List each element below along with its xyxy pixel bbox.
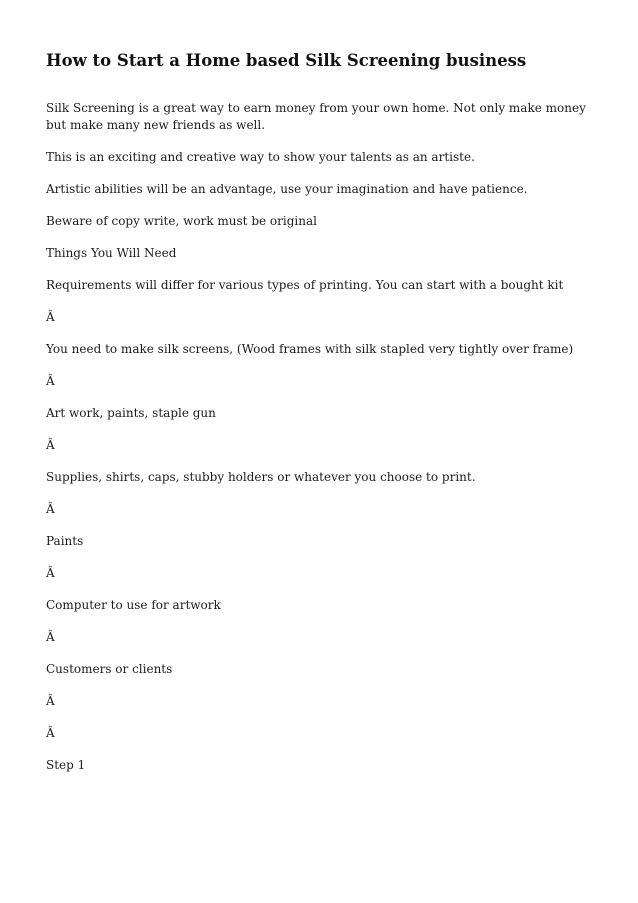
paragraph-spacer: Â bbox=[46, 502, 55, 516]
paragraph-step-1: Step 1 bbox=[46, 758, 86, 772]
document-title: How to Start a Home based Silk Screening business bbox=[46, 51, 527, 70]
paragraph-spacer: Â bbox=[46, 310, 55, 324]
paragraph-paints: Paints bbox=[46, 534, 84, 548]
paragraph-copy-write: Beware of copy write, work must be original bbox=[46, 214, 317, 228]
paragraph-artistic: Artistic abilities will be an advantage, use your imagination and have patience. bbox=[46, 182, 528, 196]
paragraph-requirements: Requirements will differ for various types of printing. You can start with a bought kit bbox=[46, 278, 564, 292]
paragraph-customers: Customers or clients bbox=[46, 662, 173, 676]
paragraph-exciting: This is an exciting and creative way to show your talents as an artiste. bbox=[46, 150, 475, 164]
paragraph-supplies: Supplies, shirts, caps, stubby holders or whatever you choose to print. bbox=[46, 470, 476, 484]
paragraph-spacer: Â bbox=[46, 438, 55, 452]
paragraph-spacer: Â bbox=[46, 630, 55, 644]
paragraph-computer: Computer to use for artwork bbox=[46, 598, 221, 612]
document-body bbox=[46, 100, 598, 774]
paragraph-spacer: Â bbox=[46, 694, 55, 708]
paragraph-spacer: Â bbox=[46, 566, 55, 580]
paragraph-things-you-need: Things You Will Need bbox=[46, 246, 177, 260]
paragraph-silk-screens: You need to make silk screens, (Wood frames with silk stapled very tightly over frame) bbox=[46, 342, 574, 356]
paragraph-spacer: Â bbox=[46, 374, 55, 388]
paragraph-spacer: Â bbox=[46, 726, 55, 740]
paragraph-art-work: Art work, paints, staple gun bbox=[46, 406, 216, 420]
paragraph-intro: Silk Screening is a great way to earn money from your own home. Not only make money but make many new friends as well. bbox=[46, 101, 586, 132]
